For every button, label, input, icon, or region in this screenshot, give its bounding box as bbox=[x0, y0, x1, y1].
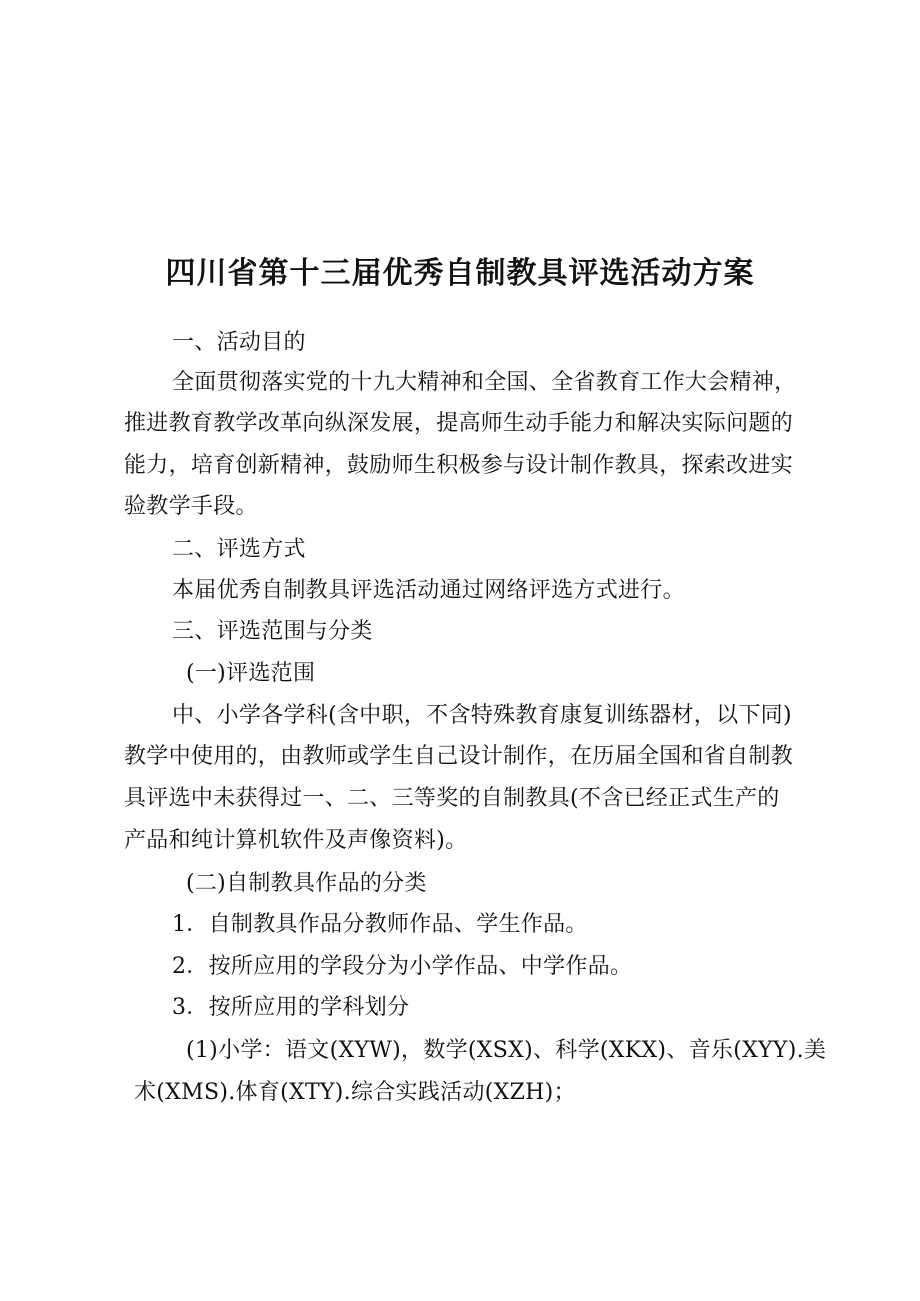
subsection-heading-1: (一)评选范围 bbox=[186, 661, 316, 686]
paragraph-line: 产品和纯计算机软件及声像资料)。 bbox=[124, 828, 468, 853]
subsection-heading-2: (二)自制教具作品的分类 bbox=[186, 871, 427, 896]
paragraph-line: 本届优秀自制教具评选活动通过网络评选方式进行。 bbox=[172, 578, 685, 603]
document-title: 四川省第十三届优秀自制教具评选活动方案 bbox=[165, 256, 755, 291]
paragraph-line: 具评选中未获得过一、二、三等奖的自制教具(不含已经正式生产的 bbox=[124, 786, 780, 811]
paragraph-line: 中、小学各学科(含中职，不含特殊教育康复训练器材，以下同) bbox=[172, 703, 792, 728]
paragraph-line: 全面贯彻落实党的十九大精神和全国、全省教育工作大会精神， bbox=[172, 370, 797, 395]
list-item: (1)小学：语文(XYW)，数学(XSX)、科学(XKX)、音乐(XYY).美 bbox=[186, 1038, 827, 1063]
list-item: 2．按所应用的学段分为小学作品、中学作品。 bbox=[172, 954, 633, 979]
list-item-continuation: 术(XMS).体育(XTY).综合实践活动(XZH)； bbox=[134, 1080, 576, 1105]
paragraph-line: 验教学手段。 bbox=[124, 494, 258, 519]
list-item: 1．自制教具作品分教师作品、学生作品。 bbox=[172, 912, 588, 937]
section-heading-2: 二、评选方式 bbox=[172, 537, 306, 562]
paragraph-line: 推进教育教学改革向纵深发展，提高师生动手能力和解决实际问题的 bbox=[124, 411, 794, 436]
list-item: 3．按所应用的学科划分 bbox=[172, 995, 410, 1020]
paragraph-line: 教学中使用的，由教师或学生自己设计制作，在历届全国和省自制教 bbox=[124, 744, 794, 769]
section-heading-3: 三、评选范围与分类 bbox=[172, 619, 373, 644]
paragraph-line: 能力，培育创新精神，鼓励师生积极参与设计制作教具，探索改进实 bbox=[124, 453, 794, 478]
section-heading-1: 一、活动目的 bbox=[172, 330, 306, 355]
